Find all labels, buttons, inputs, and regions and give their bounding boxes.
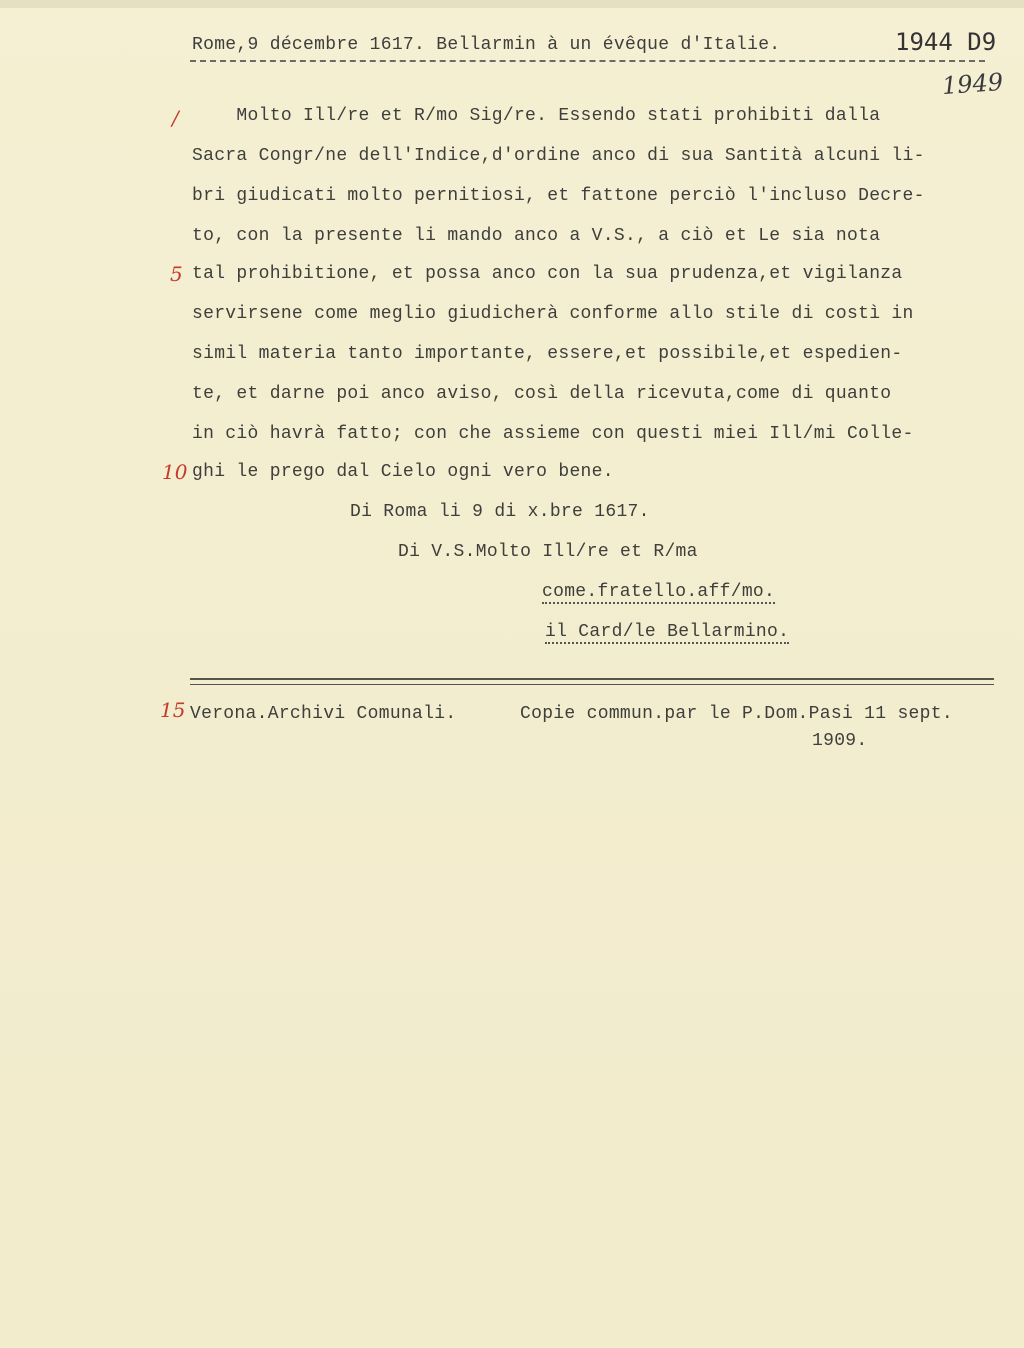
letter-line-8: te, et darne poi anco aviso, così della ricevuta,come di quanto <box>192 384 892 404</box>
letter-line-7: simil materia tanto importante, essere,et possibile,et espedien- <box>192 344 903 364</box>
reference-handwritten: 1949 <box>941 67 1004 101</box>
letter-line-6: servirsene come meglio giudicherà conforme allo stile di costì in <box>192 304 914 324</box>
letter-line-3: bri giudicati molto pernitiosi, et fattone perciò l'incluso Decre- <box>192 186 925 206</box>
footer-divider-2 <box>190 684 994 685</box>
letter-salutation: Di V.S.Molto Ill/re et R/ma <box>398 542 698 562</box>
margin-number-5: 5 <box>170 262 183 286</box>
letter-line-9: in ciò havrà fatto; con che assieme con questi miei Ill/mi Colle- <box>192 424 914 444</box>
margin-number-1: / <box>172 106 179 130</box>
header-title: Rome,9 décembre 1617. Bellarmin à un évêque d'Italie. <box>192 35 781 55</box>
letter-closing: come.fratello.aff/mo. <box>542 582 776 602</box>
footer-source: Verona.Archivi Comunali. <box>190 704 457 724</box>
letter-signature: il Card/le Bellarmino. <box>545 622 790 642</box>
margin-number-10: 10 <box>162 460 188 484</box>
letter-line-1: Molto Ill/re et R/mo Sig/re. Essendo stati prohibiti dalla <box>192 106 881 126</box>
letter-line-2: Sacra Congr/ne dell'Indice,d'ordine anco di sua Santità alcuni li- <box>192 146 925 166</box>
letter-line-10: ghi le prego dal Cielo ogni vero bene. <box>192 462 614 482</box>
reference-stamp: 1944 D9 <box>895 28 997 56</box>
letter-line-4: to, con la presente li mando anco a V.S., a ciò et Le sia nota <box>192 226 881 246</box>
letter-date-line: Di Roma li 9 di x.bre 1617. <box>350 502 650 522</box>
footer-copy-note: Copie commun.par le P.Dom.Pasi 11 sept. <box>520 704 953 724</box>
letter-line-5: tal prohibitione, et possa anco con la sua prudenza,et vigilanza <box>192 264 903 284</box>
header-divider <box>190 60 985 62</box>
footer-copy-year: 1909. <box>812 731 868 751</box>
footer-divider-1 <box>190 678 994 680</box>
margin-number-15: 15 <box>160 698 186 722</box>
